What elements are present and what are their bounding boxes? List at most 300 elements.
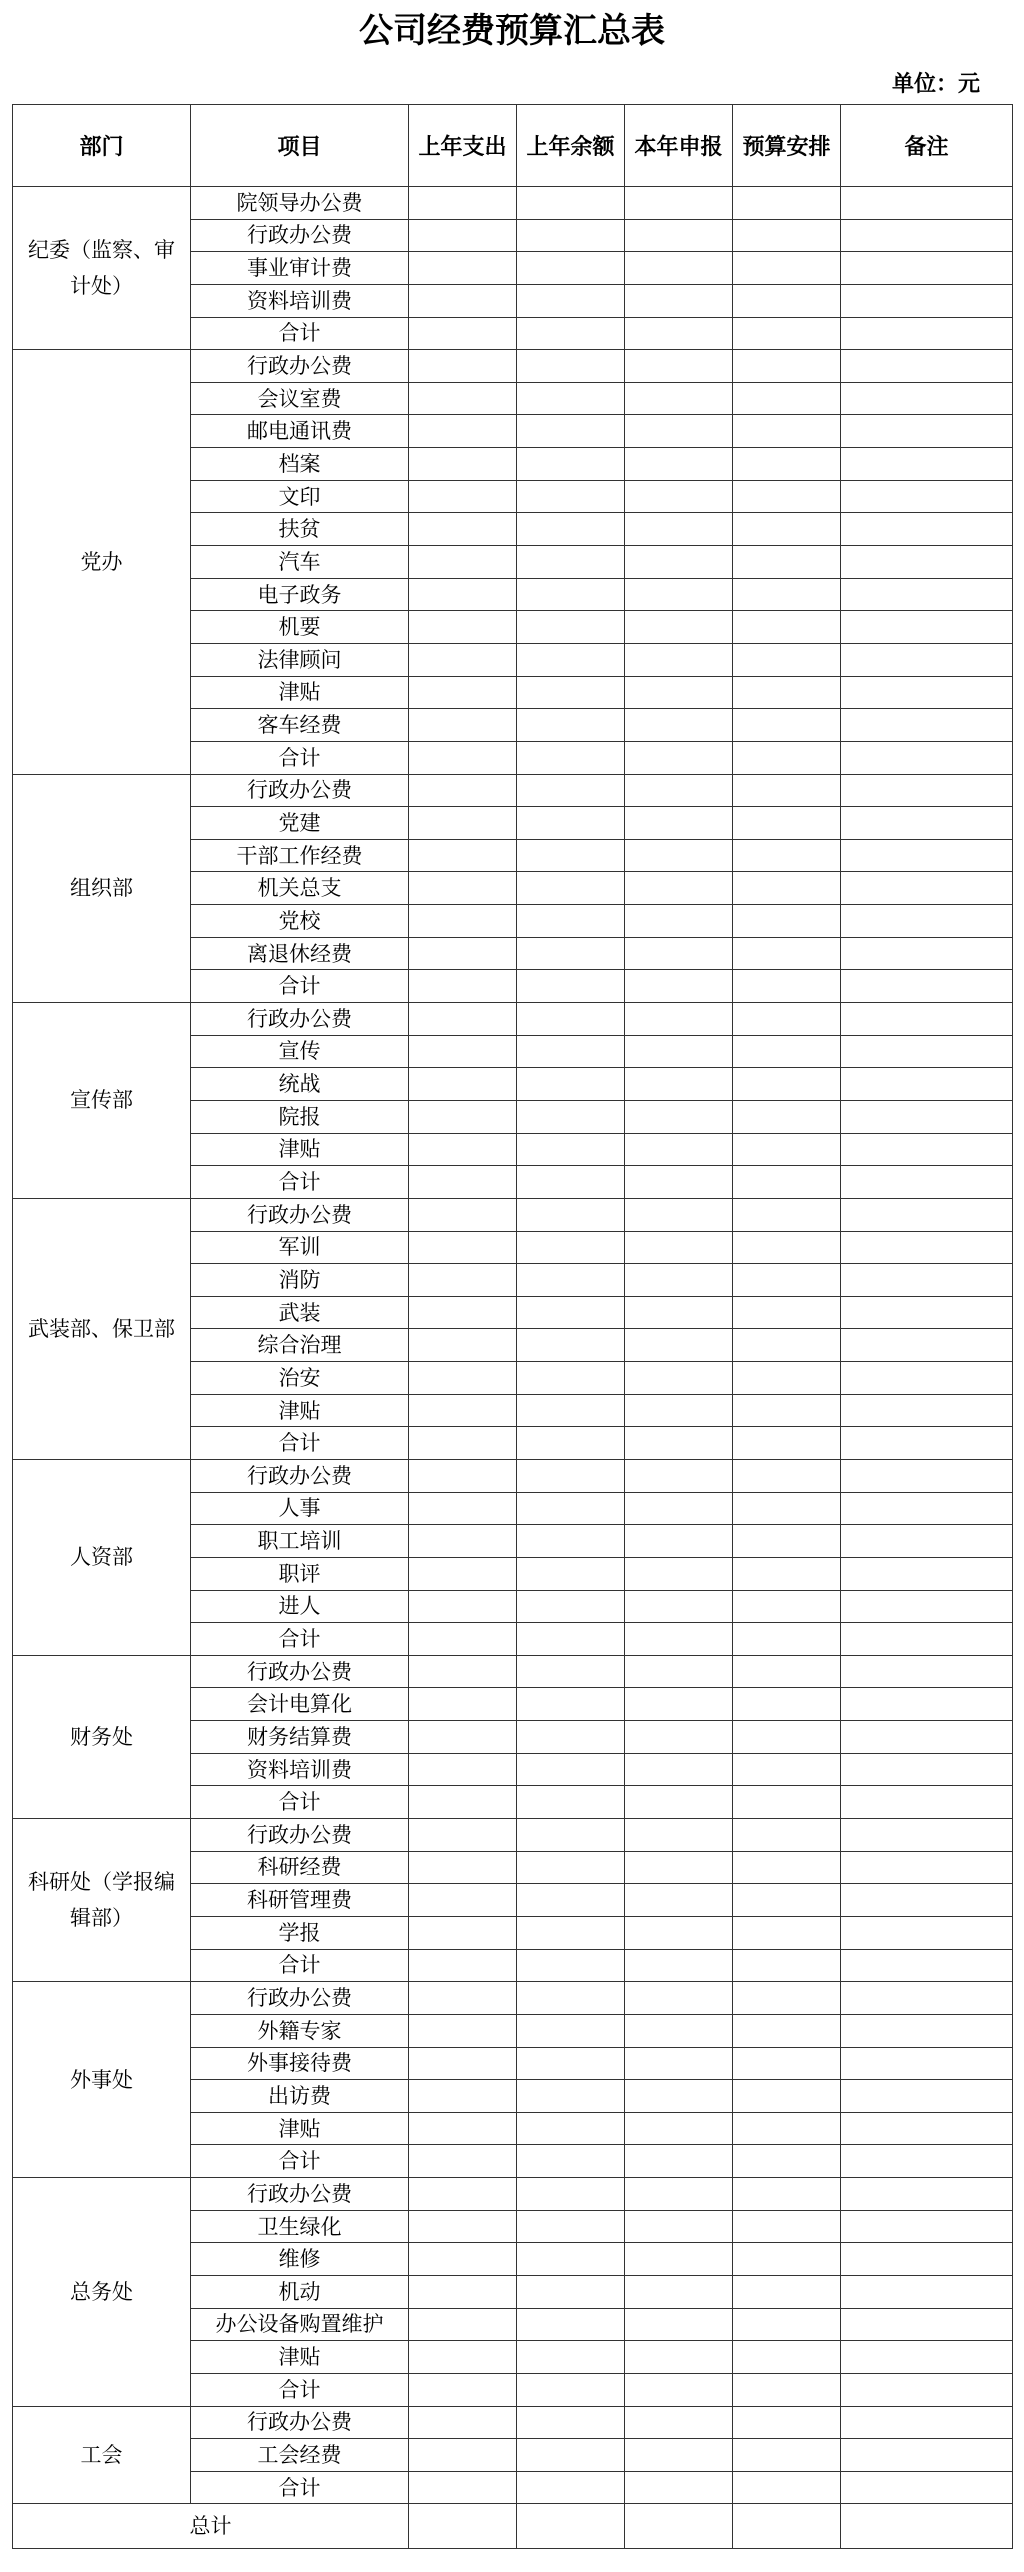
prev-spend-cell[interactable] bbox=[409, 2014, 517, 2047]
remarks-cell[interactable] bbox=[841, 2014, 1013, 2047]
prev-balance-cell[interactable] bbox=[517, 1068, 625, 1101]
this-year-request-cell[interactable] bbox=[625, 970, 733, 1003]
this-year-request-cell[interactable] bbox=[625, 382, 733, 415]
prev-balance-cell[interactable] bbox=[517, 187, 625, 220]
prev-balance-cell[interactable] bbox=[517, 1003, 625, 1036]
prev-spend-cell[interactable] bbox=[409, 905, 517, 938]
prev-balance-cell[interactable] bbox=[517, 2243, 625, 2276]
remarks-cell[interactable] bbox=[841, 2210, 1013, 2243]
remarks-cell[interactable] bbox=[841, 252, 1013, 285]
prev-balance-cell[interactable] bbox=[517, 578, 625, 611]
budget-arrangement-cell[interactable] bbox=[733, 2406, 841, 2439]
prev-spend-cell[interactable] bbox=[409, 1590, 517, 1623]
this-year-request-cell[interactable] bbox=[625, 2276, 733, 2309]
remarks-cell[interactable] bbox=[841, 2341, 1013, 2374]
budget-arrangement-cell[interactable] bbox=[733, 1133, 841, 1166]
prev-spend-cell[interactable] bbox=[409, 1819, 517, 1852]
prev-balance-cell[interactable] bbox=[517, 382, 625, 415]
this-year-request-cell[interactable] bbox=[625, 1753, 733, 1786]
prev-balance-cell[interactable] bbox=[517, 415, 625, 448]
prev-balance-cell[interactable] bbox=[517, 252, 625, 285]
this-year-request-cell[interactable] bbox=[625, 839, 733, 872]
prev-spend-cell[interactable] bbox=[409, 1133, 517, 1166]
prev-balance-cell[interactable] bbox=[517, 1688, 625, 1721]
budget-arrangement-cell[interactable] bbox=[733, 1264, 841, 1297]
this-year-request-cell[interactable] bbox=[625, 1851, 733, 1884]
remarks-cell[interactable] bbox=[841, 1459, 1013, 1492]
prev-spend-cell[interactable] bbox=[409, 1166, 517, 1199]
this-year-request-cell[interactable] bbox=[625, 1916, 733, 1949]
budget-arrangement-cell[interactable] bbox=[733, 219, 841, 252]
budget-arrangement-cell[interactable] bbox=[733, 1851, 841, 1884]
remarks-cell[interactable] bbox=[841, 1655, 1013, 1688]
this-year-request-cell[interactable] bbox=[625, 1557, 733, 1590]
budget-arrangement-cell[interactable] bbox=[733, 1492, 841, 1525]
this-year-request-cell[interactable] bbox=[625, 1655, 733, 1688]
prev-balance-cell[interactable] bbox=[517, 905, 625, 938]
prev-spend-cell[interactable] bbox=[409, 807, 517, 840]
this-year-request-cell[interactable] bbox=[625, 2080, 733, 2113]
prev-balance-cell[interactable] bbox=[517, 1982, 625, 2015]
prev-balance-cell[interactable] bbox=[517, 1035, 625, 1068]
prev-balance-cell[interactable] bbox=[517, 611, 625, 644]
this-year-request-cell[interactable] bbox=[625, 1427, 733, 1460]
prev-balance-cell[interactable] bbox=[517, 2145, 625, 2178]
prev-spend-cell[interactable] bbox=[409, 676, 517, 709]
this-year-request-cell[interactable] bbox=[625, 872, 733, 905]
prev-spend-cell[interactable] bbox=[409, 1623, 517, 1656]
prev-spend-cell[interactable] bbox=[409, 1525, 517, 1558]
budget-arrangement-cell[interactable] bbox=[733, 2047, 841, 2080]
remarks-cell[interactable] bbox=[841, 1623, 1013, 1656]
budget-arrangement-cell[interactable] bbox=[733, 1100, 841, 1133]
this-year-request-cell[interactable] bbox=[625, 611, 733, 644]
remarks-cell[interactable] bbox=[841, 2047, 1013, 2080]
budget-arrangement-cell[interactable] bbox=[733, 317, 841, 350]
this-year-request-cell[interactable] bbox=[625, 1231, 733, 1264]
remarks-cell[interactable] bbox=[841, 1231, 1013, 1264]
remarks-cell[interactable] bbox=[841, 1003, 1013, 1036]
prev-spend-cell[interactable] bbox=[409, 1557, 517, 1590]
remarks-cell[interactable] bbox=[841, 1786, 1013, 1819]
remarks-cell[interactable] bbox=[841, 1068, 1013, 1101]
budget-arrangement-cell[interactable] bbox=[733, 807, 841, 840]
prev-spend-cell[interactable] bbox=[409, 382, 517, 415]
prev-balance-cell[interactable] bbox=[517, 1884, 625, 1917]
remarks-cell[interactable] bbox=[841, 1264, 1013, 1297]
budget-arrangement-cell[interactable] bbox=[733, 709, 841, 742]
remarks-cell[interactable] bbox=[841, 709, 1013, 742]
remarks-cell[interactable] bbox=[841, 1590, 1013, 1623]
prev-spend-cell[interactable] bbox=[409, 317, 517, 350]
budget-arrangement-cell[interactable] bbox=[733, 905, 841, 938]
budget-arrangement-cell[interactable] bbox=[733, 1329, 841, 1362]
this-year-request-cell[interactable] bbox=[625, 2406, 733, 2439]
prev-spend-cell[interactable] bbox=[409, 252, 517, 285]
this-year-request-cell[interactable] bbox=[625, 1786, 733, 1819]
remarks-cell[interactable] bbox=[841, 2406, 1013, 2439]
prev-spend-cell[interactable] bbox=[409, 1329, 517, 1362]
budget-arrangement-cell[interactable] bbox=[733, 1231, 841, 1264]
prev-spend-cell[interactable] bbox=[409, 219, 517, 252]
prev-spend-cell[interactable] bbox=[409, 350, 517, 383]
remarks-cell[interactable] bbox=[841, 219, 1013, 252]
this-year-request-cell[interactable] bbox=[625, 1394, 733, 1427]
budget-arrangement-cell[interactable] bbox=[733, 1655, 841, 1688]
budget-arrangement-cell[interactable] bbox=[733, 1982, 841, 2015]
prev-balance-cell[interactable] bbox=[517, 839, 625, 872]
prev-balance-cell[interactable] bbox=[517, 2341, 625, 2374]
prev-balance-cell[interactable] bbox=[517, 1329, 625, 1362]
grand-total-prev-spend-cell[interactable] bbox=[409, 2504, 517, 2549]
this-year-request-cell[interactable] bbox=[625, 2439, 733, 2472]
remarks-cell[interactable] bbox=[841, 1819, 1013, 1852]
prev-spend-cell[interactable] bbox=[409, 2406, 517, 2439]
budget-arrangement-cell[interactable] bbox=[733, 1590, 841, 1623]
budget-arrangement-cell[interactable] bbox=[733, 1198, 841, 1231]
this-year-request-cell[interactable] bbox=[625, 252, 733, 285]
prev-balance-cell[interactable] bbox=[517, 676, 625, 709]
prev-spend-cell[interactable] bbox=[409, 1688, 517, 1721]
remarks-cell[interactable] bbox=[841, 546, 1013, 579]
remarks-cell[interactable] bbox=[841, 1100, 1013, 1133]
prev-balance-cell[interactable] bbox=[517, 1459, 625, 1492]
this-year-request-cell[interactable] bbox=[625, 1198, 733, 1231]
budget-arrangement-cell[interactable] bbox=[733, 480, 841, 513]
prev-spend-cell[interactable] bbox=[409, 2276, 517, 2309]
remarks-cell[interactable] bbox=[841, 350, 1013, 383]
this-year-request-cell[interactable] bbox=[625, 578, 733, 611]
this-year-request-cell[interactable] bbox=[625, 2373, 733, 2406]
budget-arrangement-cell[interactable] bbox=[733, 187, 841, 220]
remarks-cell[interactable] bbox=[841, 2471, 1013, 2504]
prev-balance-cell[interactable] bbox=[517, 1916, 625, 1949]
prev-spend-cell[interactable] bbox=[409, 2471, 517, 2504]
this-year-request-cell[interactable] bbox=[625, 1982, 733, 2015]
prev-balance-cell[interactable] bbox=[517, 1427, 625, 1460]
this-year-request-cell[interactable] bbox=[625, 2047, 733, 2080]
this-year-request-cell[interactable] bbox=[625, 2308, 733, 2341]
prev-balance-cell[interactable] bbox=[517, 937, 625, 970]
budget-arrangement-cell[interactable] bbox=[733, 1688, 841, 1721]
remarks-cell[interactable] bbox=[841, 1133, 1013, 1166]
prev-spend-cell[interactable] bbox=[409, 1100, 517, 1133]
budget-arrangement-cell[interactable] bbox=[733, 1166, 841, 1199]
prev-spend-cell[interactable] bbox=[409, 284, 517, 317]
prev-balance-cell[interactable] bbox=[517, 350, 625, 383]
prev-balance-cell[interactable] bbox=[517, 219, 625, 252]
prev-balance-cell[interactable] bbox=[517, 1655, 625, 1688]
remarks-cell[interactable] bbox=[841, 1362, 1013, 1395]
this-year-request-cell[interactable] bbox=[625, 1100, 733, 1133]
prev-balance-cell[interactable] bbox=[517, 2047, 625, 2080]
budget-arrangement-cell[interactable] bbox=[733, 611, 841, 644]
budget-arrangement-cell[interactable] bbox=[733, 1884, 841, 1917]
prev-balance-cell[interactable] bbox=[517, 2276, 625, 2309]
remarks-cell[interactable] bbox=[841, 1688, 1013, 1721]
this-year-request-cell[interactable] bbox=[625, 1525, 733, 1558]
prev-balance-cell[interactable] bbox=[517, 2406, 625, 2439]
prev-balance-cell[interactable] bbox=[517, 2014, 625, 2047]
prev-balance-cell[interactable] bbox=[517, 2471, 625, 2504]
this-year-request-cell[interactable] bbox=[625, 480, 733, 513]
budget-arrangement-cell[interactable] bbox=[733, 252, 841, 285]
prev-balance-cell[interactable] bbox=[517, 1590, 625, 1623]
prev-spend-cell[interactable] bbox=[409, 1721, 517, 1754]
remarks-cell[interactable] bbox=[841, 382, 1013, 415]
this-year-request-cell[interactable] bbox=[625, 807, 733, 840]
prev-balance-cell[interactable] bbox=[517, 284, 625, 317]
budget-arrangement-cell[interactable] bbox=[733, 676, 841, 709]
prev-spend-cell[interactable] bbox=[409, 2243, 517, 2276]
prev-balance-cell[interactable] bbox=[517, 480, 625, 513]
remarks-cell[interactable] bbox=[841, 284, 1013, 317]
this-year-request-cell[interactable] bbox=[625, 2178, 733, 2211]
prev-spend-cell[interactable] bbox=[409, 1949, 517, 1982]
prev-balance-cell[interactable] bbox=[517, 1623, 625, 1656]
prev-spend-cell[interactable] bbox=[409, 448, 517, 481]
prev-spend-cell[interactable] bbox=[409, 937, 517, 970]
prev-balance-cell[interactable] bbox=[517, 1362, 625, 1395]
this-year-request-cell[interactable] bbox=[625, 284, 733, 317]
this-year-request-cell[interactable] bbox=[625, 1296, 733, 1329]
budget-arrangement-cell[interactable] bbox=[733, 1296, 841, 1329]
remarks-cell[interactable] bbox=[841, 2178, 1013, 2211]
remarks-cell[interactable] bbox=[841, 970, 1013, 1003]
this-year-request-cell[interactable] bbox=[625, 2210, 733, 2243]
prev-spend-cell[interactable] bbox=[409, 1786, 517, 1819]
remarks-cell[interactable] bbox=[841, 1166, 1013, 1199]
remarks-cell[interactable] bbox=[841, 1753, 1013, 1786]
this-year-request-cell[interactable] bbox=[625, 1721, 733, 1754]
budget-arrangement-cell[interactable] bbox=[733, 448, 841, 481]
remarks-cell[interactable] bbox=[841, 2145, 1013, 2178]
budget-arrangement-cell[interactable] bbox=[733, 872, 841, 905]
prev-spend-cell[interactable] bbox=[409, 970, 517, 1003]
budget-arrangement-cell[interactable] bbox=[733, 2145, 841, 2178]
this-year-request-cell[interactable] bbox=[625, 1133, 733, 1166]
budget-arrangement-cell[interactable] bbox=[733, 513, 841, 546]
prev-spend-cell[interactable] bbox=[409, 1427, 517, 1460]
prev-spend-cell[interactable] bbox=[409, 1884, 517, 1917]
this-year-request-cell[interactable] bbox=[625, 1362, 733, 1395]
remarks-cell[interactable] bbox=[841, 1557, 1013, 1590]
this-year-request-cell[interactable] bbox=[625, 1068, 733, 1101]
remarks-cell[interactable] bbox=[841, 187, 1013, 220]
remarks-cell[interactable] bbox=[841, 1198, 1013, 1231]
remarks-cell[interactable] bbox=[841, 643, 1013, 676]
this-year-request-cell[interactable] bbox=[625, 219, 733, 252]
prev-balance-cell[interactable] bbox=[517, 1100, 625, 1133]
prev-balance-cell[interactable] bbox=[517, 317, 625, 350]
this-year-request-cell[interactable] bbox=[625, 937, 733, 970]
remarks-cell[interactable] bbox=[841, 1884, 1013, 1917]
this-year-request-cell[interactable] bbox=[625, 1035, 733, 1068]
prev-balance-cell[interactable] bbox=[517, 2439, 625, 2472]
prev-spend-cell[interactable] bbox=[409, 1231, 517, 1264]
prev-spend-cell[interactable] bbox=[409, 2112, 517, 2145]
budget-arrangement-cell[interactable] bbox=[733, 415, 841, 448]
grand-total-remarks-cell[interactable] bbox=[841, 2504, 1013, 2549]
prev-balance-cell[interactable] bbox=[517, 970, 625, 1003]
this-year-request-cell[interactable] bbox=[625, 741, 733, 774]
budget-arrangement-cell[interactable] bbox=[733, 284, 841, 317]
budget-arrangement-cell[interactable] bbox=[733, 1068, 841, 1101]
this-year-request-cell[interactable] bbox=[625, 415, 733, 448]
budget-arrangement-cell[interactable] bbox=[733, 2080, 841, 2113]
remarks-cell[interactable] bbox=[841, 448, 1013, 481]
prev-balance-cell[interactable] bbox=[517, 774, 625, 807]
remarks-cell[interactable] bbox=[841, 1329, 1013, 1362]
this-year-request-cell[interactable] bbox=[625, 1688, 733, 1721]
this-year-request-cell[interactable] bbox=[625, 513, 733, 546]
budget-arrangement-cell[interactable] bbox=[733, 2014, 841, 2047]
prev-balance-cell[interactable] bbox=[517, 546, 625, 579]
prev-balance-cell[interactable] bbox=[517, 1198, 625, 1231]
prev-balance-cell[interactable] bbox=[517, 1166, 625, 1199]
remarks-cell[interactable] bbox=[841, 513, 1013, 546]
budget-arrangement-cell[interactable] bbox=[733, 839, 841, 872]
prev-spend-cell[interactable] bbox=[409, 1492, 517, 1525]
prev-balance-cell[interactable] bbox=[517, 643, 625, 676]
budget-arrangement-cell[interactable] bbox=[733, 774, 841, 807]
prev-spend-cell[interactable] bbox=[409, 1296, 517, 1329]
prev-spend-cell[interactable] bbox=[409, 839, 517, 872]
this-year-request-cell[interactable] bbox=[625, 2014, 733, 2047]
remarks-cell[interactable] bbox=[841, 807, 1013, 840]
budget-arrangement-cell[interactable] bbox=[733, 1362, 841, 1395]
prev-spend-cell[interactable] bbox=[409, 546, 517, 579]
remarks-cell[interactable] bbox=[841, 415, 1013, 448]
remarks-cell[interactable] bbox=[841, 1525, 1013, 1558]
prev-balance-cell[interactable] bbox=[517, 2308, 625, 2341]
this-year-request-cell[interactable] bbox=[625, 2341, 733, 2374]
remarks-cell[interactable] bbox=[841, 2080, 1013, 2113]
prev-balance-cell[interactable] bbox=[517, 872, 625, 905]
prev-spend-cell[interactable] bbox=[409, 187, 517, 220]
budget-arrangement-cell[interactable] bbox=[733, 382, 841, 415]
budget-arrangement-cell[interactable] bbox=[733, 643, 841, 676]
this-year-request-cell[interactable] bbox=[625, 350, 733, 383]
prev-balance-cell[interactable] bbox=[517, 1949, 625, 1982]
prev-spend-cell[interactable] bbox=[409, 1003, 517, 1036]
remarks-cell[interactable] bbox=[841, 317, 1013, 350]
budget-arrangement-cell[interactable] bbox=[733, 2308, 841, 2341]
prev-spend-cell[interactable] bbox=[409, 2341, 517, 2374]
remarks-cell[interactable] bbox=[841, 1035, 1013, 1068]
remarks-cell[interactable] bbox=[841, 480, 1013, 513]
remarks-cell[interactable] bbox=[841, 741, 1013, 774]
this-year-request-cell[interactable] bbox=[625, 1590, 733, 1623]
budget-arrangement-cell[interactable] bbox=[733, 741, 841, 774]
budget-arrangement-cell[interactable] bbox=[733, 2112, 841, 2145]
remarks-cell[interactable] bbox=[841, 2276, 1013, 2309]
grand-total-budget-arrangement-cell[interactable] bbox=[733, 2504, 841, 2549]
prev-balance-cell[interactable] bbox=[517, 2080, 625, 2113]
prev-spend-cell[interactable] bbox=[409, 2373, 517, 2406]
remarks-cell[interactable] bbox=[841, 1982, 1013, 2015]
this-year-request-cell[interactable] bbox=[625, 676, 733, 709]
budget-arrangement-cell[interactable] bbox=[733, 1949, 841, 1982]
prev-spend-cell[interactable] bbox=[409, 872, 517, 905]
prev-balance-cell[interactable] bbox=[517, 741, 625, 774]
budget-arrangement-cell[interactable] bbox=[733, 350, 841, 383]
prev-spend-cell[interactable] bbox=[409, 1851, 517, 1884]
prev-spend-cell[interactable] bbox=[409, 2145, 517, 2178]
prev-balance-cell[interactable] bbox=[517, 1231, 625, 1264]
this-year-request-cell[interactable] bbox=[625, 317, 733, 350]
prev-spend-cell[interactable] bbox=[409, 2080, 517, 2113]
budget-arrangement-cell[interactable] bbox=[733, 1035, 841, 1068]
budget-arrangement-cell[interactable] bbox=[733, 1427, 841, 1460]
budget-arrangement-cell[interactable] bbox=[733, 1819, 841, 1852]
budget-arrangement-cell[interactable] bbox=[733, 1623, 841, 1656]
prev-balance-cell[interactable] bbox=[517, 1394, 625, 1427]
this-year-request-cell[interactable] bbox=[625, 1329, 733, 1362]
prev-balance-cell[interactable] bbox=[517, 1264, 625, 1297]
prev-balance-cell[interactable] bbox=[517, 513, 625, 546]
remarks-cell[interactable] bbox=[841, 578, 1013, 611]
prev-spend-cell[interactable] bbox=[409, 1916, 517, 1949]
budget-arrangement-cell[interactable] bbox=[733, 1557, 841, 1590]
budget-arrangement-cell[interactable] bbox=[733, 2373, 841, 2406]
prev-spend-cell[interactable] bbox=[409, 741, 517, 774]
budget-arrangement-cell[interactable] bbox=[733, 2210, 841, 2243]
prev-spend-cell[interactable] bbox=[409, 2308, 517, 2341]
remarks-cell[interactable] bbox=[841, 1949, 1013, 1982]
prev-balance-cell[interactable] bbox=[517, 709, 625, 742]
remarks-cell[interactable] bbox=[841, 839, 1013, 872]
prev-spend-cell[interactable] bbox=[409, 643, 517, 676]
budget-arrangement-cell[interactable] bbox=[733, 1721, 841, 1754]
remarks-cell[interactable] bbox=[841, 1721, 1013, 1754]
this-year-request-cell[interactable] bbox=[625, 2471, 733, 2504]
grand-total-prev-balance-cell[interactable] bbox=[517, 2504, 625, 2549]
prev-spend-cell[interactable] bbox=[409, 1035, 517, 1068]
this-year-request-cell[interactable] bbox=[625, 448, 733, 481]
budget-arrangement-cell[interactable] bbox=[733, 1786, 841, 1819]
this-year-request-cell[interactable] bbox=[625, 1949, 733, 1982]
remarks-cell[interactable] bbox=[841, 611, 1013, 644]
prev-balance-cell[interactable] bbox=[517, 448, 625, 481]
prev-spend-cell[interactable] bbox=[409, 578, 517, 611]
this-year-request-cell[interactable] bbox=[625, 905, 733, 938]
this-year-request-cell[interactable] bbox=[625, 2112, 733, 2145]
budget-arrangement-cell[interactable] bbox=[733, 1916, 841, 1949]
prev-spend-cell[interactable] bbox=[409, 415, 517, 448]
prev-spend-cell[interactable] bbox=[409, 1264, 517, 1297]
prev-balance-cell[interactable] bbox=[517, 1786, 625, 1819]
prev-spend-cell[interactable] bbox=[409, 1198, 517, 1231]
budget-arrangement-cell[interactable] bbox=[733, 578, 841, 611]
prev-spend-cell[interactable] bbox=[409, 709, 517, 742]
remarks-cell[interactable] bbox=[841, 774, 1013, 807]
budget-arrangement-cell[interactable] bbox=[733, 1394, 841, 1427]
prev-spend-cell[interactable] bbox=[409, 480, 517, 513]
prev-balance-cell[interactable] bbox=[517, 2210, 625, 2243]
prev-balance-cell[interactable] bbox=[517, 1492, 625, 1525]
remarks-cell[interactable] bbox=[841, 1851, 1013, 1884]
this-year-request-cell[interactable] bbox=[625, 2145, 733, 2178]
prev-spend-cell[interactable] bbox=[409, 2047, 517, 2080]
grand-total-this-year-request-cell[interactable] bbox=[625, 2504, 733, 2549]
prev-spend-cell[interactable] bbox=[409, 2210, 517, 2243]
budget-arrangement-cell[interactable] bbox=[733, 546, 841, 579]
prev-spend-cell[interactable] bbox=[409, 2439, 517, 2472]
prev-balance-cell[interactable] bbox=[517, 1557, 625, 1590]
this-year-request-cell[interactable] bbox=[625, 546, 733, 579]
prev-spend-cell[interactable] bbox=[409, 1068, 517, 1101]
